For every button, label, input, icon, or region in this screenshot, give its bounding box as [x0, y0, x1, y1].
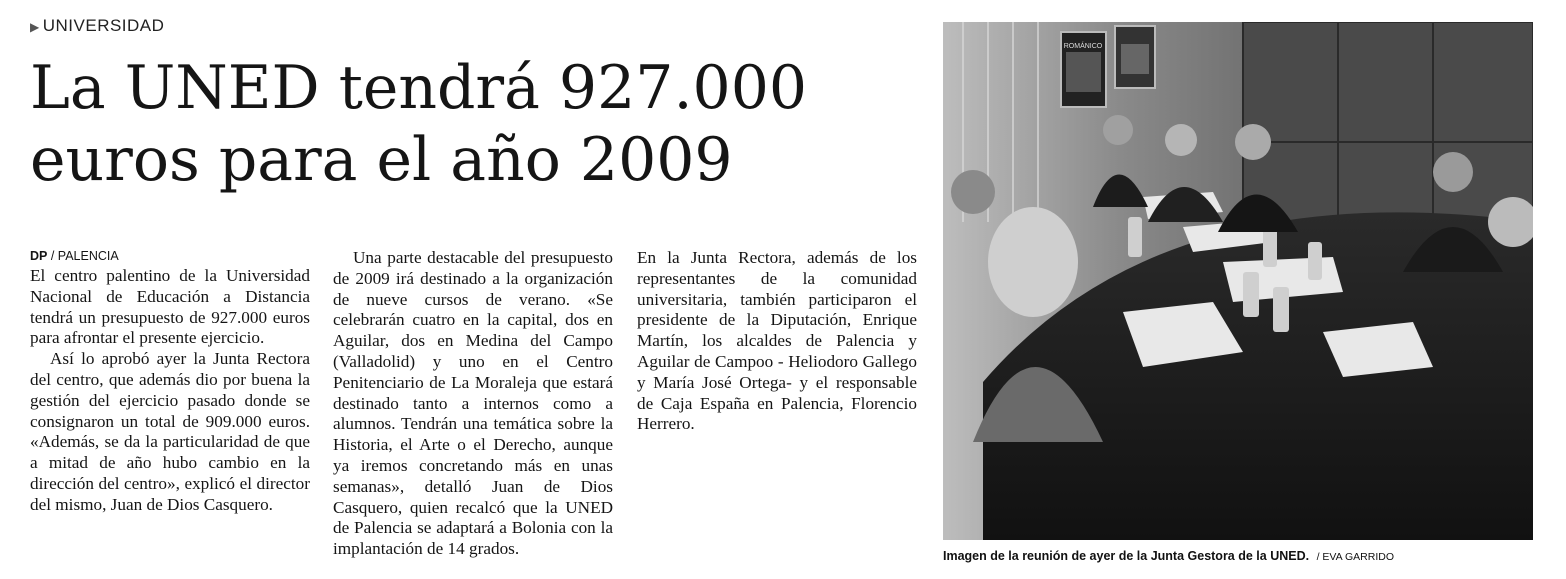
section-label — [30, 16, 164, 36]
poster-text: ROMÁNICO — [1063, 43, 1103, 50]
headline-line-2: euros para el año 2009 — [30, 125, 733, 195]
paragraph-1: El centro palentino de la Universidad Nacional de Educación a Distancia tendrá un presupuesto de 927.000 euros para afrontar el presente ejercicio. — [30, 266, 310, 348]
byline-location: / PALENCIA — [50, 249, 119, 263]
byline-agency: DP — [30, 249, 48, 263]
article-column-1 — [30, 248, 310, 516]
photo-caption-text: Imagen de la reunión de ayer de la Junta Gestora de la UNED. — [943, 549, 1310, 563]
byline — [30, 248, 310, 265]
headline — [30, 52, 930, 196]
meeting-photo-illustration — [943, 22, 1533, 540]
section-label-text: UNIVERSIDAD — [42, 16, 165, 35]
article-column-2 — [333, 248, 613, 560]
paragraph-2: Así lo aprobó ayer la Junta Rectora del centro, que además dio por buena la gestión del ejercicio pasado donde se consignaron un total de 909.000 euros. «Además, se da la particularidad de que a mitad de año hubo cambio en la dirección del centro», explicó el director del mismo, Juan de Dios Casquero. — [30, 349, 310, 514]
paragraph-3: Una parte destacable del presupuesto de 2009 irá destinado a la organización de nueve cursos de verano. «Se celebrarán cuatro en la capital, dos en Aguilar, dos en Medina del Campo (Valladolid) y uno en el Centro Penitenciario de La Moraleja que estará destinado tanto a internos como a alumnos. Tendrán una temática sobre la Historia, el Arte o el Derecho, aunque ya iremos concretando más en unas semanas», detalló Juan de Dios Casquero, quien recalcó que la UNED de Palencia se adaptará a Bolonia con la implantación de 14 grados. — [333, 248, 613, 559]
photo-credit: / EVA GARRIDO — [1316, 551, 1394, 563]
headline-line-1: La UNED tendrá 927.000 — [30, 53, 808, 123]
photo-caption — [943, 549, 1553, 563]
paragraph-4: En la Junta Rectora, además de los representantes de la comunidad universitaria, también participaron el presidente de la Diputación, Enrique Martín, los alcaldes de Palencia y Aguilar de Campoo - Heliodoro Gallego y María José Ortega- y el responsable de Caja España en Palencia, Florencio Herrero. — [637, 248, 917, 434]
section-arrow-icon: ▶ — [30, 20, 40, 34]
meeting-photo — [943, 22, 1533, 540]
article-column-3 — [637, 248, 917, 435]
